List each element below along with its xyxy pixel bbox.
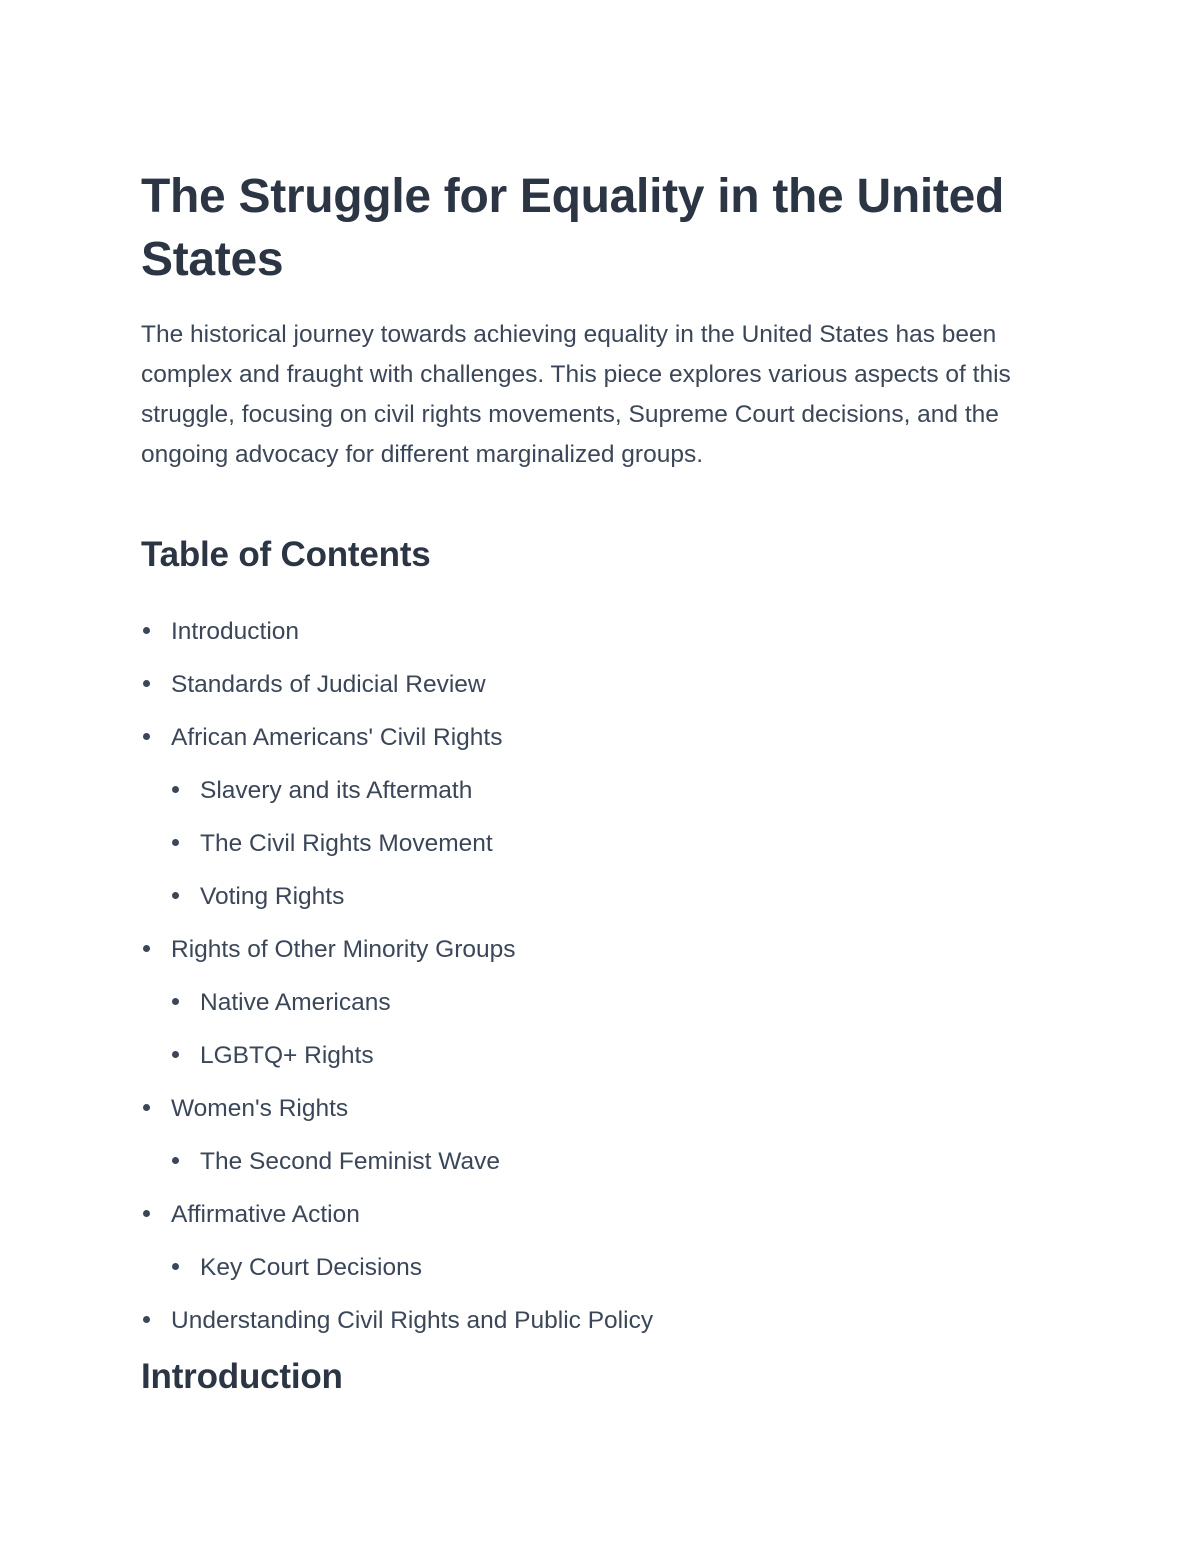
toc-item[interactable] [141,605,1041,658]
document-page [141,165,1051,1396]
toc-item-label: The Civil Rights Movement [200,830,493,857]
toc-item-label: Understanding Civil Rights and Public Policy [171,1307,654,1334]
toc-item[interactable] [141,1294,1041,1347]
bullet-icon [143,627,150,634]
toc-item-label: Slavery and its Aftermath [200,777,473,804]
bullet-icon [172,786,179,793]
toc-item-label: Standards of Judicial Review [171,671,486,698]
bullet-icon [172,998,179,1005]
toc-item-label: LGBTQ+ Rights [200,1042,374,1069]
toc-heading: Table of Contents [141,535,431,574]
toc-item-label: Voting Rights [200,883,345,910]
toc-subitem[interactable] [141,976,1041,1029]
toc-item[interactable] [141,923,1041,976]
table-of-contents [141,605,1041,1347]
toc-subitem[interactable] [141,1029,1041,1082]
bullet-icon [143,1316,150,1323]
toc-item-label: Women's Rights [171,1095,349,1122]
toc-subitem[interactable] [141,764,1041,817]
intro-paragraph: The historical journey towards achieving equality in the United States has been complex and fraught with challenges. This piece explores various aspects of this struggle, focusing on civil rights movements, Supreme Court decisions, and the ongoing advocacy for different marginalized groups. [141,321,1011,468]
bullet-icon [143,1104,150,1111]
toc-item-label: Native Americans [200,989,391,1016]
toc-subitem[interactable] [141,1241,1041,1294]
toc-item[interactable] [141,1188,1041,1241]
toc-subitem[interactable] [141,1135,1041,1188]
toc-subitem[interactable] [141,817,1041,870]
section-heading: Introduction [141,1357,343,1396]
bullet-icon [172,1051,179,1058]
toc-item-label: The Second Feminist Wave [200,1148,501,1175]
toc-item-label: Rights of Other Minority Groups [171,936,516,963]
bullet-icon [143,945,150,952]
bullet-icon [172,1263,179,1270]
document-title: The Struggle for Equality in the United States [141,170,1004,286]
bullet-icon [143,680,150,687]
toc-item[interactable] [141,658,1041,711]
bullet-icon [172,1157,179,1164]
bullet-icon [172,839,179,846]
toc-item[interactable] [141,1082,1041,1135]
toc-item-label: Affirmative Action [171,1201,360,1228]
toc-item-label: African Americans' Civil Rights [171,724,503,751]
bullet-icon [143,1210,150,1217]
toc-subitem[interactable] [141,870,1041,923]
toc-item[interactable] [141,711,1041,764]
bullet-icon [172,892,179,899]
bullet-icon [143,733,150,740]
toc-item-label: Introduction [171,618,300,645]
toc-item-label: Key Court Decisions [200,1254,422,1281]
